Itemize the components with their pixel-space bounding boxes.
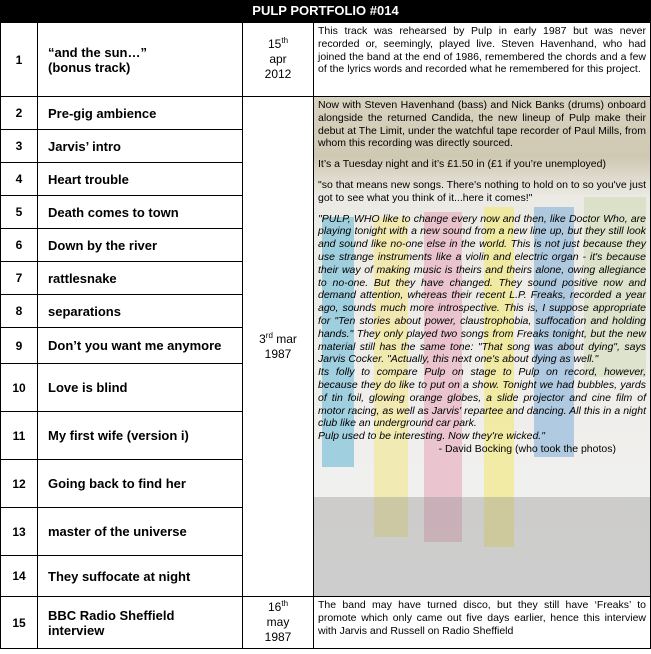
track-title: master of the universe xyxy=(38,508,243,556)
track-title: BBC Radio Sheffield interview xyxy=(38,597,243,649)
track-number: 2 xyxy=(1,97,38,130)
track-number: 10 xyxy=(1,364,38,412)
track-title: Heart trouble xyxy=(38,163,243,196)
table-row xyxy=(1,597,651,649)
track-number: 13 xyxy=(1,508,38,556)
table-row xyxy=(1,97,651,130)
track-number: 4 xyxy=(1,163,38,196)
session-notes-text: Now with Steven Havenhand (bass) and Nick Banks (drums) onboard alongside the returned Candida, the new lineup of Pulp make their debut at The Limit, under the watchful tape recorder of Paul Mills, from whom this recording was directly sourced. It’s a Tuesday night and it’s £1.50 in (£1 if you’re unemployed) "so that means new songs. There's nothing to hold on to so you've just got to see what you think of it...here it comes!" "PULP, WHO like to change every now and then, like Doctor Who, are playing tonight with a new sound from a new line up, but they still look and sound like no-one else in the world. This is not just because they use strange instruments like a violin and electric organ - it's because their way of making music is theirs and theirs alone, owing allegiance to no-one. But they have changed. They sound positive now and demand attention, whereas their recent L.P. Freaks, recorded a year ago, sounds much more introspective. This is, I suppose appropriate for "Ten stories about power, claustrophobia, suffocation and holding hands." They only played two songs from Freaks tonight, but the new material still has the same tone: "That song was about dying", says Jarvis Cocker. "Actually, this next one's about dying as well." Its folly to compare Pulp on stage to Pulp on record, however, because they do like to put on a show. Tonight we had bubbles, yards of tin foil, glowing orange globes, a slide projector and cine film of motor racing, as well as Jarvis' repartee and dancing. All this in a night club like an underground car park. Pulp used to be interesting. Now they're wicked." - David Bocking (who took the photos) xyxy=(318,99,646,455)
table-row xyxy=(1,23,651,97)
track-title: Going back to find her xyxy=(38,460,243,508)
track-title: Jarvis’ intro xyxy=(38,130,243,163)
track-notes: This track was rehearsed by Pulp in early 1987 but was never recorded or, seemingly, played live. Steven Havenhand, who had joined the band at the end of 1986, remembered the chords and a few of the lyrics words and recorded what he remembered for this project. xyxy=(314,23,651,97)
track-number: 1 xyxy=(1,23,38,97)
track-number: 3 xyxy=(1,130,38,163)
session-date: 15th apr 2012 xyxy=(243,23,314,97)
track-number: 15 xyxy=(1,597,38,649)
photo-credit: - David Bocking (who took the photos) xyxy=(438,442,616,455)
track-number: 8 xyxy=(1,295,38,328)
track-number: 9 xyxy=(1,328,38,364)
track-number: 14 xyxy=(1,556,38,597)
track-number: 5 xyxy=(1,196,38,229)
track-title: Down by the river xyxy=(38,229,243,262)
track-title: rattlesnake xyxy=(38,262,243,295)
session-date: 3rd mar 1987 xyxy=(243,97,314,597)
track-title: Don’t you want me anymore xyxy=(38,328,243,364)
page-title: PULP PORTFOLIO #014 xyxy=(0,0,651,22)
tracklist-table xyxy=(0,22,651,649)
track-title: Death comes to town xyxy=(38,196,243,229)
track-number: 11 xyxy=(1,412,38,460)
track-title: Love is blind xyxy=(38,364,243,412)
track-title: My first wife (version i) xyxy=(38,412,243,460)
track-notes: The band may have turned disco, but they still have ‘Freaks’ to promote which only came out five days earlier, hence this interview with Jarvis and Russell on Radio Sheffield xyxy=(314,597,651,649)
track-number: 6 xyxy=(1,229,38,262)
session-date: 16th may 1987 xyxy=(243,597,314,649)
track-number: 7 xyxy=(1,262,38,295)
track-title: They suffocate at night xyxy=(38,556,243,597)
track-title: Pre-gig ambience xyxy=(38,97,243,130)
track-title: “and the sun…” (bonus track) xyxy=(38,23,243,97)
track-number: 12 xyxy=(1,460,38,508)
session-notes xyxy=(314,97,651,597)
track-title: separations xyxy=(38,295,243,328)
